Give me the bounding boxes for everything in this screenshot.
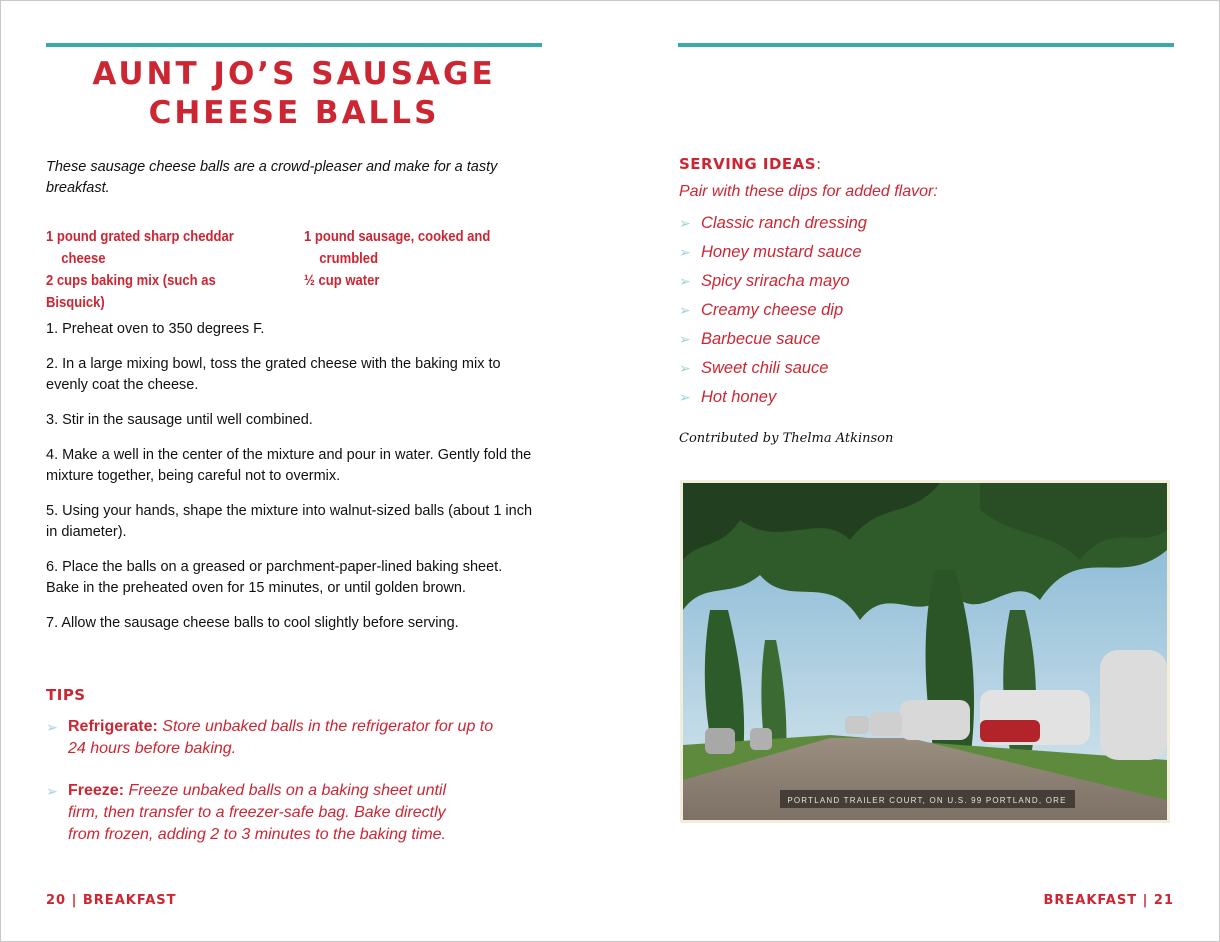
double-chevron-arrow-icon: ➢ <box>46 783 58 799</box>
dips-list <box>679 212 867 415</box>
dip-label: Hot honey <box>701 388 777 406</box>
dip-label: Honey mustard sauce <box>701 243 862 261</box>
double-chevron-arrow-icon: ➢ <box>679 302 691 318</box>
list-item <box>679 270 867 299</box>
step: 5. Using your hands, shape the mixture into walnut-sized balls (about 1 inch in diameter). <box>46 503 533 540</box>
serving-heading-colon: : <box>816 155 822 173</box>
title-line-2: CHEESE BALLS <box>148 95 440 131</box>
double-chevron-arrow-icon: ➢ <box>679 273 691 289</box>
step: 3. Stir in the sausage until well combined. <box>46 412 313 428</box>
serving-heading-text: SERVING IDEAS <box>679 155 817 173</box>
tip-refrigerate <box>46 716 496 760</box>
dip-label: Sweet chili sauce <box>701 359 829 377</box>
ingredient-item: 1 pound sausage, cooked and <box>304 229 491 245</box>
double-chevron-arrow-icon: ➢ <box>679 331 691 347</box>
tip-label: Freeze: <box>68 782 125 799</box>
ingredient-item-cont: cheese <box>61 251 106 267</box>
top-rule-left <box>46 43 542 47</box>
footer-right: BREAKFAST | 21 <box>1043 893 1174 908</box>
serving-heading <box>679 155 822 173</box>
tip-text: Store unbaked balls in the refrigerator for up to 24 hours before baking. <box>68 718 494 757</box>
dip-label: Spicy sriracha mayo <box>701 272 850 290</box>
list-item <box>679 299 867 328</box>
double-chevron-arrow-icon: ➢ <box>46 719 58 735</box>
tip-label: Refrigerate: <box>68 718 158 735</box>
tip-text: Freeze unbaked balls on a baking sheet until firm, then transfer to a freezer-safe bag. Bake directly from frozen, adding 2 to 3 minutes to the baking time. <box>68 782 447 843</box>
dip-label: Creamy cheese dip <box>701 301 844 319</box>
tip-freeze <box>46 780 476 846</box>
step: 7. Allow the sausage cheese balls to cool slightly before serving. <box>46 615 459 631</box>
step: 4. Make a well in the center of the mixture and pour in water. Gently fold the mixture together, being careful not to overmix. <box>46 447 532 484</box>
postcard-caption: PORTLAND TRAILER COURT, ON U.S. 99 PORTLAND, ORE <box>787 796 1067 805</box>
double-chevron-arrow-icon: ➢ <box>679 244 691 260</box>
top-rule-right <box>678 43 1174 47</box>
ingredient-item: ½ cup water <box>304 273 380 289</box>
ingredient-item-cont: crumbled <box>319 251 379 267</box>
step: 1. Preheat oven to 350 degrees F. <box>46 321 265 337</box>
list-item <box>679 328 867 357</box>
list-item <box>679 357 867 386</box>
double-chevron-arrow-icon: ➢ <box>679 389 691 405</box>
dip-label: Barbecue sauce <box>701 330 821 348</box>
recipe-title <box>46 55 542 133</box>
list-item <box>679 386 867 415</box>
dip-label: Classic ranch dressing <box>701 214 867 232</box>
list-item <box>679 212 867 241</box>
ingredient-item: 2 cups baking mix (such as Bisquick) <box>46 273 216 311</box>
list-item <box>679 241 867 270</box>
ingredient-item: 1 pound grated sharp cheddar <box>46 229 234 245</box>
instructions <box>46 319 536 648</box>
contributor-credit: Contributed by Thelma Atkinson <box>679 431 894 446</box>
footer-left: 20 | BREAKFAST <box>46 893 177 908</box>
trailer-court-postcard-image <box>680 480 1170 823</box>
tips-heading: TIPS <box>46 686 86 704</box>
recipe-intro: These sausage cheese balls are a crowd-pleaser and make for a tasty breakfast. <box>46 159 498 196</box>
step: 2. In a large mixing bowl, toss the grated cheese with the baking mix to evenly coat the cheese. <box>46 356 501 393</box>
ingredients-left <box>46 226 271 314</box>
title-line-1: AUNT JO’S SAUSAGE <box>92 56 496 92</box>
ingredients-right <box>304 226 511 292</box>
step: 6. Place the balls on a greased or parchment-paper-lined baking sheet. Bake in the preheated oven for 15 minutes, or until golden brown. <box>46 559 503 596</box>
double-chevron-arrow-icon: ➢ <box>679 215 691 231</box>
double-chevron-arrow-icon: ➢ <box>679 360 691 376</box>
serving-subheading: Pair with these dips for added flavor: <box>679 183 938 200</box>
